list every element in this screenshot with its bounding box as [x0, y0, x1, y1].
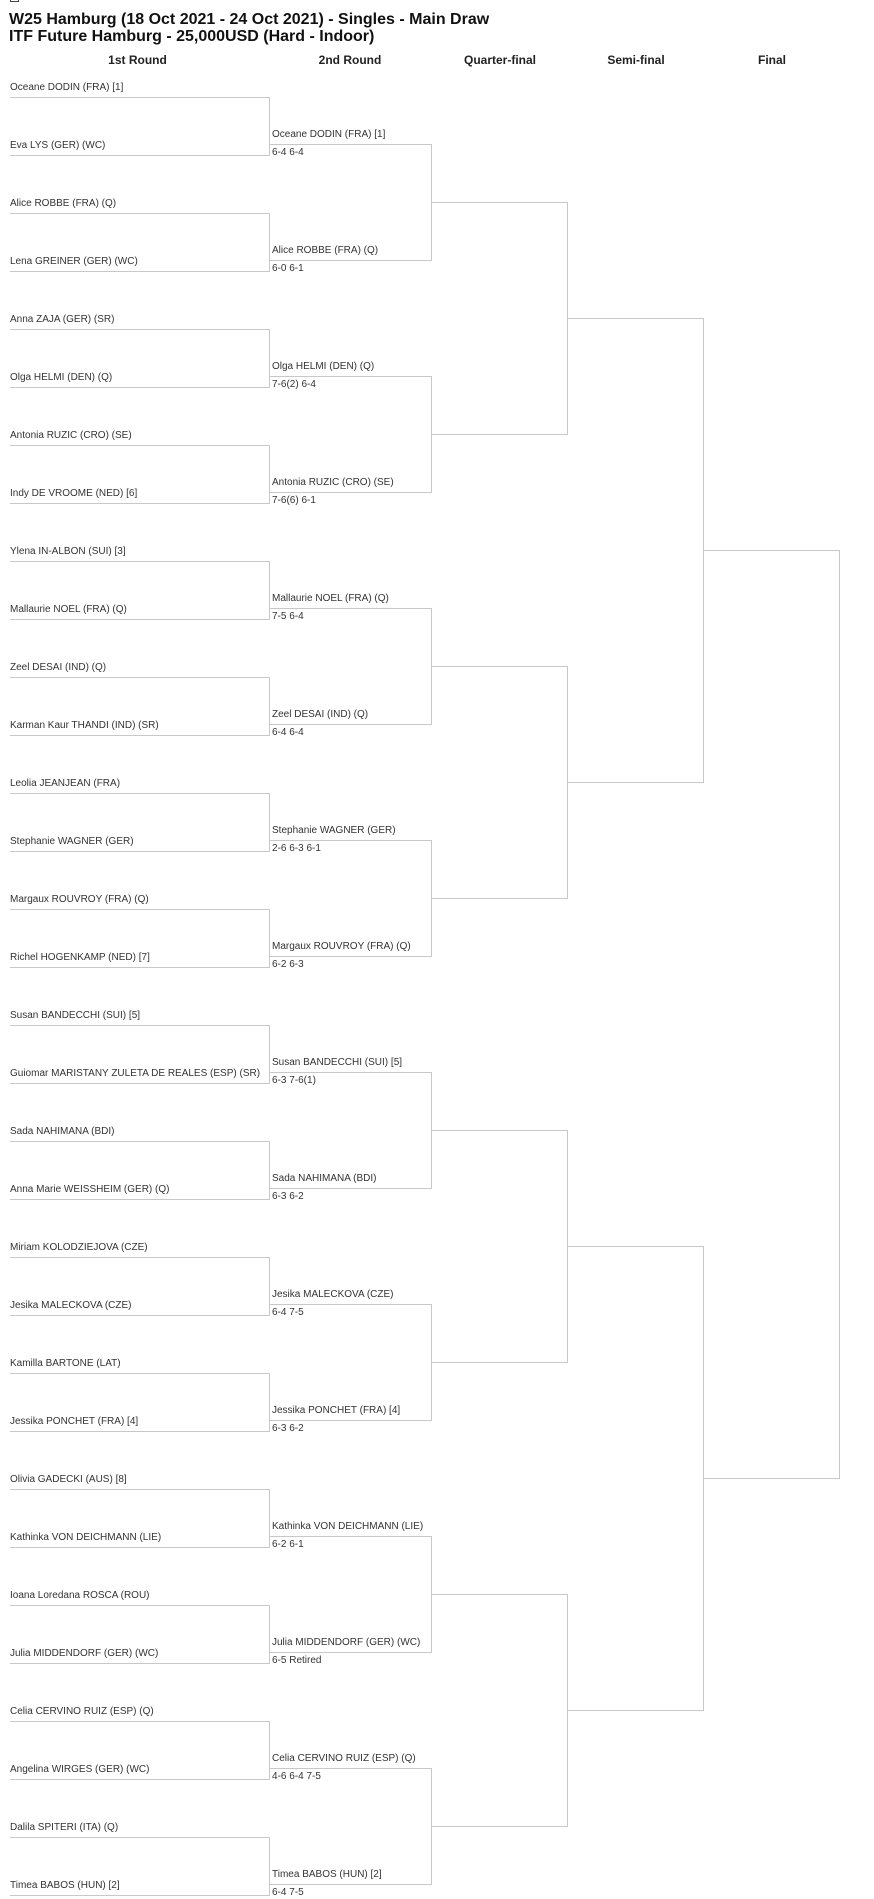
draw-line — [10, 1141, 270, 1142]
draw-line — [432, 434, 568, 435]
draw-line — [270, 956, 432, 957]
first-round-player: Guiomar MARISTANY ZULETA DE REALES (ESP) (SR) — [10, 1068, 261, 1079]
draw-line — [432, 1362, 568, 1363]
draw-connector — [269, 909, 270, 968]
draw-line — [10, 1721, 270, 1722]
first-round-player: Ioana Loredana ROSCA (ROU) — [10, 1590, 150, 1601]
draw-line — [270, 376, 432, 377]
draw-connector — [269, 1837, 270, 1896]
draw-line — [10, 1431, 270, 1432]
first-round-player: Sada NAHIMANA (BDI) — [10, 1126, 115, 1137]
match-score: 6-3 6-2 — [272, 1191, 304, 1202]
draw-line — [10, 793, 270, 794]
first-round-player: Miriam KOLODZIEJOVA (CZE) — [10, 1242, 148, 1253]
draw-line — [10, 213, 270, 214]
draw-line — [10, 1315, 270, 1316]
draw-line — [10, 329, 270, 330]
first-round-player: Karman Kaur THANDI (IND) (SR) — [10, 720, 159, 731]
second-round-player: Oceane DODIN (FRA) [1] — [272, 129, 386, 140]
match-score: 6-3 6-2 — [272, 1423, 304, 1434]
draw-connector — [269, 1605, 270, 1664]
second-round-player: Susan BANDECCHI (SUI) [5] — [272, 1057, 403, 1068]
first-round-player: Jesika MALECKOVA (CZE) — [10, 1300, 132, 1311]
draw-connector — [269, 213, 270, 272]
first-round-player: Timea BABOS (HUN) [2] — [10, 1880, 120, 1891]
second-round-player: Antonia RUZIC (CRO) (SE) — [272, 477, 394, 488]
draw-line — [432, 1826, 568, 1827]
first-round-player: Julia MIDDENDORF (GER) (WC) — [10, 1648, 159, 1659]
second-round-player: Zeel DESAI (IND) (Q) — [272, 709, 369, 720]
first-round-player: Kathinka VON DEICHMANN (LIE) — [10, 1532, 162, 1543]
draw-connector — [269, 1025, 270, 1084]
draw-line — [10, 1663, 270, 1664]
draw-line — [270, 1304, 432, 1305]
round-header-2nd-round: 2nd Round — [318, 53, 382, 67]
tournament-subtitle: ITF Future Hamburg - 25,000USD (Hard - Indoor) — [9, 28, 375, 45]
first-round-player: Lena GREINER (GER) (WC) — [10, 256, 138, 267]
first-round-player: Mallaurie NOEL (FRA) (Q) — [10, 604, 127, 615]
draw-line — [10, 271, 270, 272]
draw-line — [270, 1072, 432, 1073]
second-round-player: Alice ROBBE (FRA) (Q) — [272, 245, 379, 256]
round-header-semi-final: Semi-final — [607, 53, 665, 67]
draw-line — [10, 1779, 270, 1780]
draw-line — [10, 155, 270, 156]
first-round-player: Eva LYS (GER) (WC) — [10, 140, 106, 151]
first-round-player: Alice ROBBE (FRA) (Q) — [10, 198, 117, 209]
second-round-player: Jessika PONCHET (FRA) [4] — [272, 1405, 401, 1416]
round-header-quarter-final: Quarter-final — [463, 53, 536, 67]
draw-line — [10, 851, 270, 852]
draw-line — [10, 1083, 270, 1084]
match-score: 4-6 6-4 7-5 — [272, 1771, 321, 1782]
first-round-player: Stephanie WAGNER (GER) — [10, 836, 134, 847]
draw-line — [10, 503, 270, 504]
draw-line — [10, 387, 270, 388]
match-score: 6-2 6-1 — [272, 1539, 304, 1550]
draw-line — [270, 1768, 432, 1769]
draw-line — [10, 677, 270, 678]
draw-connector — [839, 550, 840, 1479]
draw-line — [432, 898, 568, 899]
draw-line — [432, 1594, 568, 1595]
draw-line — [270, 1652, 432, 1653]
match-score: 7-5 6-4 — [272, 611, 304, 622]
draw-line — [432, 202, 568, 203]
draw-line — [10, 1025, 270, 1026]
draw-connector — [269, 793, 270, 852]
draw-connector — [269, 1257, 270, 1316]
match-score: 6-2 6-3 — [272, 959, 304, 970]
match-score: 6-0 6-1 — [272, 263, 304, 274]
draw-line — [10, 97, 270, 98]
first-round-player: Margaux ROUVROY (FRA) (Q) — [10, 894, 149, 905]
first-round-player: Richel HOGENKAMP (NED) [7] — [10, 952, 150, 963]
draw-line — [10, 1837, 270, 1838]
round-header-1st-round: 1st Round — [108, 53, 167, 67]
second-round-player: Celia CERVINO RUIZ (ESP) (Q) — [272, 1753, 416, 1764]
round-header-final: Final — [757, 53, 786, 67]
draw-connector — [269, 329, 270, 388]
first-round-player: Olga HELMI (DEN) (Q) — [10, 372, 113, 383]
draw-line — [270, 1536, 432, 1537]
draw-line — [270, 1884, 432, 1885]
first-round-player: Kamilla BARTONE (LAT) — [10, 1358, 121, 1369]
first-round-player: Anna ZAJA (GER) (SR) — [10, 314, 115, 325]
first-round-player: Celia CERVINO RUIZ (ESP) (Q) — [10, 1706, 154, 1717]
first-round-player: Anna Marie WEISSHEIM (GER) (Q) — [10, 1184, 170, 1195]
first-round-player: Indy DE VROOME (NED) [6] — [10, 488, 138, 499]
first-round-player: Antonia RUZIC (CRO) (SE) — [10, 430, 132, 441]
second-round-player: Sada NAHIMANA (BDI) — [272, 1173, 377, 1184]
match-score: 7-6(6) 6-1 — [272, 495, 316, 506]
draw-line — [10, 1895, 270, 1896]
match-score: 6-3 7-6(1) — [272, 1075, 316, 1086]
draw-line — [270, 1188, 432, 1189]
draw-connector — [269, 1489, 270, 1548]
draw-line — [10, 619, 270, 620]
draw-title: W25 Hamburg (18 Oct 2021 - 24 Oct 2021) - Singles - Main Draw — [9, 11, 490, 28]
first-round-player: Leolia JEANJEAN (FRA) — [10, 778, 121, 789]
match-score: 6-4 6-4 — [272, 727, 304, 738]
draw-line — [10, 735, 270, 736]
draw-line — [10, 1199, 270, 1200]
first-round-player: Dalila SPITERI (ITA) (Q) — [10, 1822, 119, 1833]
match-score: 6-4 6-4 — [272, 147, 304, 158]
draw-line — [270, 724, 432, 725]
draw-line — [10, 1489, 270, 1490]
match-score: 2-6 6-3 6-1 — [272, 843, 321, 854]
draw-line — [432, 1130, 568, 1131]
draw-line — [568, 782, 704, 783]
draw-line — [270, 260, 432, 261]
draw-line — [270, 492, 432, 493]
draw-line — [10, 967, 270, 968]
draw-line — [10, 1547, 270, 1548]
draw-line — [270, 608, 432, 609]
match-score: 6-4 7-5 — [272, 1307, 304, 1318]
draw-line — [270, 1420, 432, 1421]
draw-line — [10, 445, 270, 446]
draw-line — [10, 561, 270, 562]
draw-line — [568, 318, 704, 319]
draw-connector — [269, 1141, 270, 1200]
second-round-player: Olga HELMI (DEN) (Q) — [272, 361, 375, 372]
draw-connector — [269, 97, 270, 156]
draw-connector — [269, 1721, 270, 1780]
draw-connector — [269, 445, 270, 504]
first-round-player: Olivia GADECKI (AUS) [8] — [10, 1474, 127, 1485]
draw-line — [10, 1605, 270, 1606]
draw-line — [568, 1246, 704, 1247]
match-score: 7-6(2) 6-4 — [272, 379, 316, 390]
first-round-player: Ylena IN-ALBON (SUI) [3] — [10, 546, 126, 557]
draw-line — [704, 550, 840, 551]
draw-line — [10, 909, 270, 910]
first-round-player: Zeel DESAI (IND) (Q) — [10, 662, 107, 673]
draw-line — [270, 144, 432, 145]
draw-line — [432, 666, 568, 667]
match-score: 6-4 7-5 — [272, 1887, 304, 1898]
first-round-player: Oceane DODIN (FRA) [1] — [10, 82, 124, 93]
second-round-player: Timea BABOS (HUN) [2] — [272, 1869, 382, 1880]
match-score: 6-5 Retired — [272, 1655, 322, 1666]
draw-connector — [269, 1373, 270, 1432]
first-round-player: Angelina WIRGES (GER) (WC) — [10, 1764, 150, 1775]
draw-connector — [269, 561, 270, 620]
draw-line — [704, 1478, 840, 1479]
second-round-player: Kathinka VON DEICHMANN (LIE) — [272, 1521, 424, 1532]
second-round-player: Stephanie WAGNER (GER) — [272, 825, 396, 836]
draw-line — [270, 840, 432, 841]
draw-connector — [269, 677, 270, 736]
second-round-player: Jesika MALECKOVA (CZE) — [272, 1289, 394, 1300]
second-round-player: Mallaurie NOEL (FRA) (Q) — [272, 593, 389, 604]
second-round-player: Margaux ROUVROY (FRA) (Q) — [272, 941, 411, 952]
first-round-player: Jessika PONCHET (FRA) [4] — [10, 1416, 139, 1427]
draw-line — [10, 1257, 270, 1258]
second-round-player: Julia MIDDENDORF (GER) (WC) — [272, 1637, 421, 1648]
draw-line — [568, 1710, 704, 1711]
first-round-player: Susan BANDECCHI (SUI) [5] — [10, 1010, 141, 1021]
draw-line — [10, 1373, 270, 1374]
